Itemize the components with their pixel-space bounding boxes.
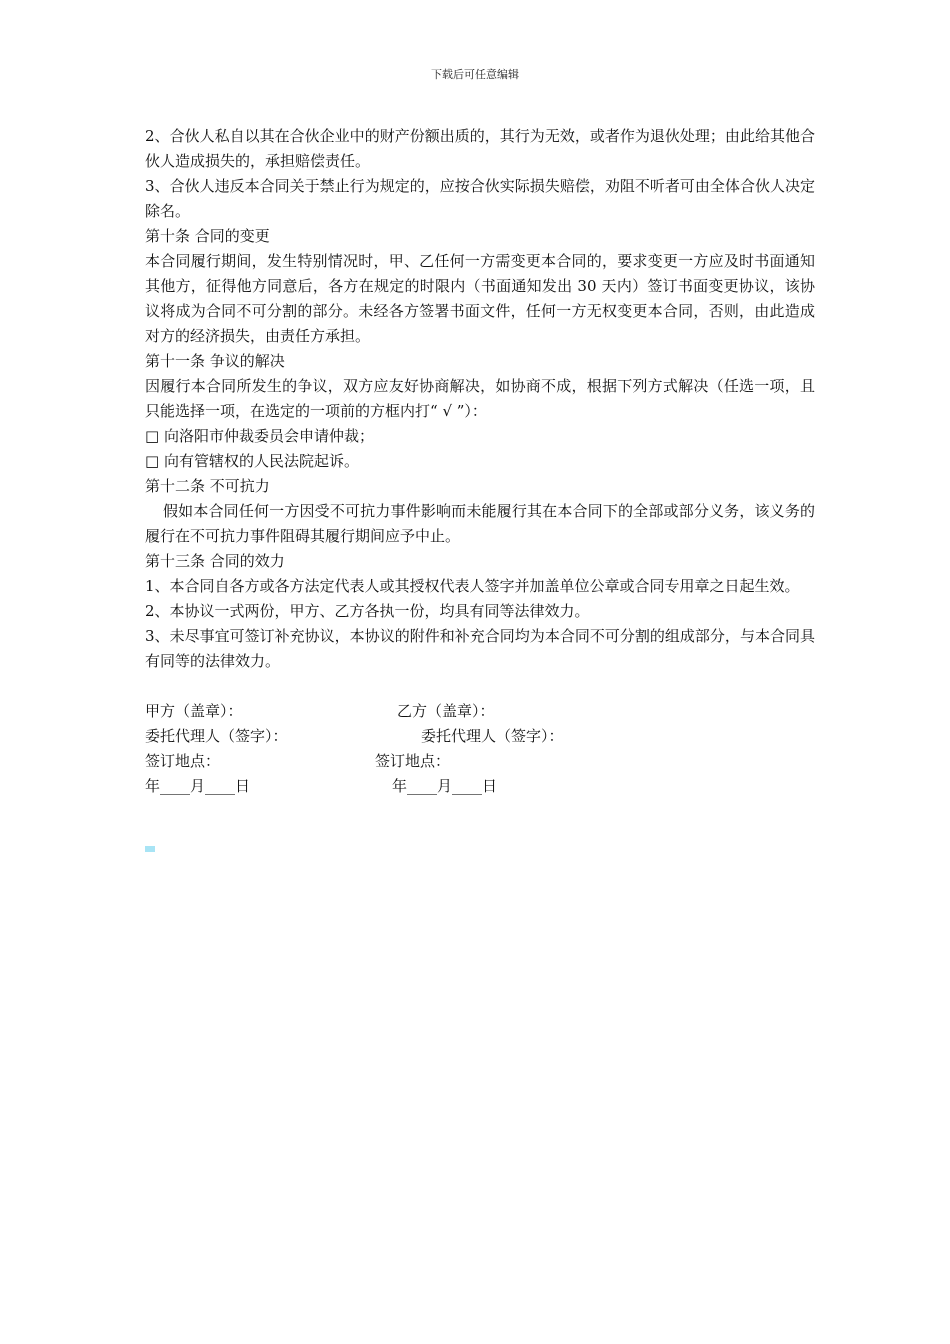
spacer [145, 674, 815, 699]
clause-12-body: 假如本合同任何一方因受不可抗力事件影响而未能履行其在本合同下的全部或部分义务，该义务的履行在不可抗力事件阻碍其履行期间应予中止。 [145, 502, 815, 545]
clause-9-item-2: 2、合伙人私自以其在合伙企业中的财产份额出质的，其行为无效，或者作为退伙处理；由此给其他合伙人造成损失的，承担赔偿责任。 [145, 127, 815, 170]
party-a-seal-label: 甲方（盖章）： [145, 702, 243, 720]
clause-9-item-3: 3、合伙人违反本合同关于禁止行为规定的，应按合伙实际损失赔偿，劝阻不听者可由全体合伙人决定除名。 [145, 177, 815, 220]
party-b-date-label: 年____月____日 [392, 777, 498, 795]
clause-11-heading: 第十一条 争议的解决 [145, 352, 285, 370]
clause-12-heading: 第十二条 不可抗力 [145, 477, 270, 495]
clause-11-body: 因履行本合同所发生的争议，双方应友好协商解决，如协商不成，根据下列方式解决（任选一项，且只能选择一项，在选定的一项前的方框内打“ √ ”）： [145, 377, 815, 420]
signature-row-date [145, 774, 815, 799]
clause-10-body: 本合同履行期间，发生特别情况时，甲、乙任何一方需变更本合同的，要求变更一方应及时书面通知其他方，征得他方同意后，各方在规定的时限内（书面通知发出 30 天内）签订书面变更协议，该协议将成为合同不可分割的部分。未经各方签署书面文件，任何一方无权变更本合同，否则，由此造成对方的经济损失，由责任方承担。 [145, 252, 815, 345]
option-arbitration: □ 向洛阳市仲裁委员会申请仲裁； [145, 427, 374, 445]
party-b-seal-label: 乙方（盖章）： [397, 702, 495, 720]
party-a-date-label: 年____月____日 [145, 777, 251, 795]
option-court: □ 向有管辖权的人民法院起诉。 [145, 452, 359, 470]
party-b-place-label: 签订地点： [375, 752, 451, 770]
clause-13-heading: 第十三条 合同的效力 [145, 552, 285, 570]
party-b-agent-label: 委托代理人（签字）： [421, 727, 564, 745]
clause-13-item-2: 2、本协议一式两份，甲方、乙方各执一份，均具有同等法律效力。 [145, 602, 590, 620]
clause-10-heading: 第十条 合同的变更 [145, 227, 270, 245]
signature-row-seal [145, 699, 815, 724]
clause-13-item-1: 1、本合同自各方或各方法定代表人或其授权代表人签字并加盖单位公章或合同专用章之日起生效。 [145, 577, 800, 595]
party-a-agent-label: 委托代理人（签字）： [145, 727, 288, 745]
clause-13-item-3: 3、未尽事宜可签订补充协议，本协议的附件和补充合同均为本合同不可分割的组成部分，与本合同具有同等的法律效力。 [145, 627, 815, 670]
signature-row-agent [145, 724, 815, 749]
signature-row-place [145, 749, 815, 774]
party-a-place-label: 签订地点： [145, 752, 221, 770]
page-marker [145, 846, 155, 852]
document-body [145, 124, 815, 799]
page-header: 下载后可任意编辑 [431, 68, 519, 81]
